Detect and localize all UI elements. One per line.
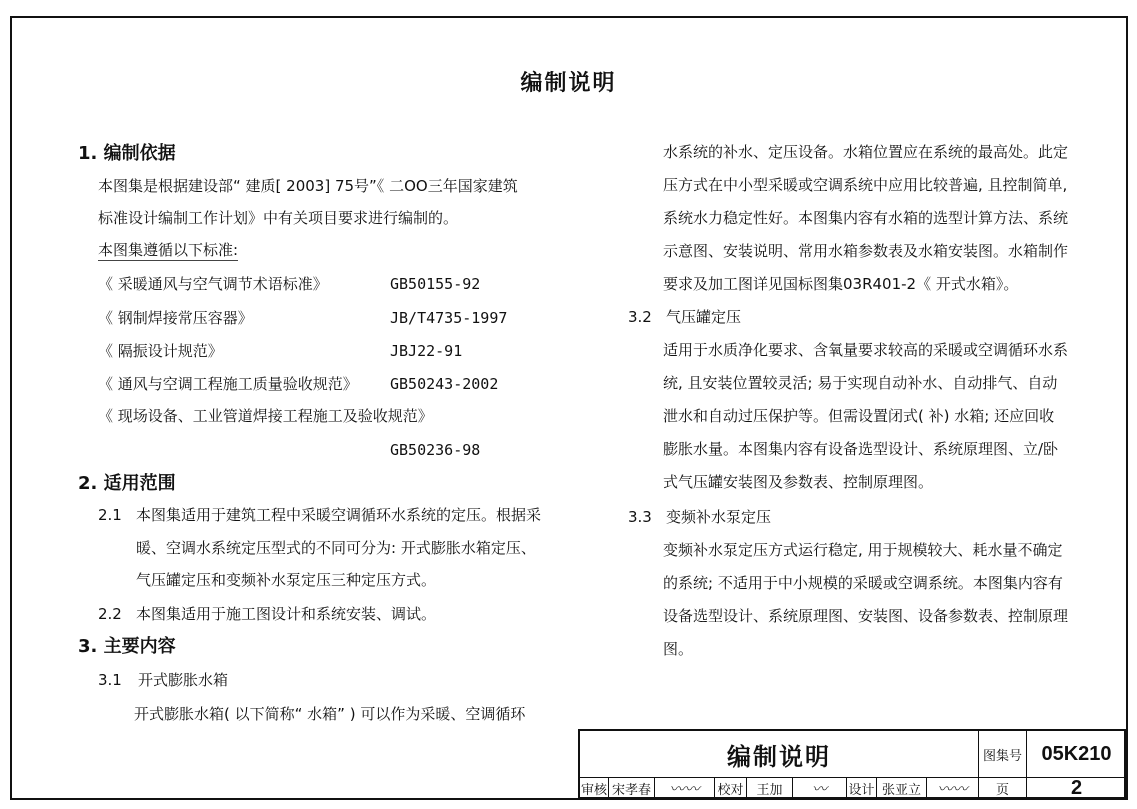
section-3-heading: 3. 主要内容 <box>78 636 176 657</box>
standard-name: 《 隔振设计规范》 <box>98 342 223 360</box>
standard-name: 《 钢制焊接常压容器》 <box>98 309 253 327</box>
design-label: 设计 <box>846 777 876 799</box>
section-1-heading: 1. 编制依据 <box>78 143 176 164</box>
s3-2-line: 泄水和自动过压保护等。但需设置闭式( 补) 水箱; 还应回收 <box>663 407 1055 425</box>
title-block-bottom-row <box>580 777 1124 799</box>
s3-3-line: 图。 <box>663 640 694 658</box>
atlas-number: 05K210 <box>1026 731 1126 777</box>
s3-3-line: 设备选型设计、系统原理图、安装图、设备参数表、控制原理 <box>663 607 1069 625</box>
s2-1-line: 本图集适用于建筑工程中采暖空调循环水系统的定压。根据采 <box>136 506 542 524</box>
s2-2-line: 本图集适用于施工图设计和系统安装、调试。 <box>136 605 437 623</box>
s3-1-line: 开式膨胀水箱( 以下简称“ 水箱” ) 可以作为采暖、空调循环 <box>134 705 526 723</box>
item-number: 3.3 <box>628 508 652 526</box>
s3-3-title: 变频补水泵定压 <box>666 508 772 526</box>
s3-2-line: 膨胀水量。本图集内容有设备选型设计、系统原理图、立/卧 <box>663 440 1059 458</box>
s1-paragraph-line: 标准设计编制工作计划》中有关项目要求进行编制的。 <box>98 209 459 227</box>
s3-1-title: 开式膨胀水箱 <box>138 671 229 689</box>
page-title: 编制说明 <box>520 71 617 96</box>
item-number: 3.2 <box>628 308 652 326</box>
title-block <box>578 729 1126 799</box>
standard-code: JBJ22-91 <box>390 342 463 360</box>
s3-3-line: 的系统; 不适用于中小规模的采暖或空调系统。本图集内容有 <box>663 574 1063 592</box>
standard-code: GB50155-92 <box>390 275 481 293</box>
item-number: 2.1 <box>98 506 122 524</box>
s3-2-line: 统, 且安装位置较灵活; 易于实现自动补水、自动排气、自动 <box>663 374 1058 392</box>
s3-1-cont-line: 压方式在中小型采暖或空调系统中应用比较普遍, 且控制简单, <box>663 176 1068 194</box>
standards-intro: 本图集遵循以下标准: <box>98 241 239 259</box>
section-2-heading: 2. 适用范围 <box>78 473 176 494</box>
design-signature: 〰〰 <box>926 777 978 799</box>
review-signature: 〰〰 <box>654 777 714 799</box>
s3-2-title: 气压罐定压 <box>666 308 742 326</box>
check-label: 校对 <box>714 777 746 799</box>
s2-1-line: 气压罐定压和变频补水泵定压三种定压方式。 <box>136 571 437 589</box>
s3-1-cont-line: 水系统的补水、定压设备。水箱位置应在系统的最高处。此定 <box>663 143 1069 161</box>
standard-code: GB50243-2002 <box>390 375 499 393</box>
item-number: 2.2 <box>98 605 122 623</box>
s3-3-line: 变频补水泵定压方式运行稳定, 用于规模较大、耗水量不确定 <box>663 541 1063 559</box>
review-name: 宋孝春 <box>608 777 654 799</box>
s3-2-line: 式气压罐安装图及参数表、控制原理图。 <box>663 473 934 491</box>
standard-name: 《 通风与空调工程施工质量验收规范》 <box>98 375 358 393</box>
check-name: 王加 <box>746 777 792 799</box>
standard-code: JB/T4735-1997 <box>390 309 508 327</box>
s3-2-line: 适用于水质净化要求、含氧量要求较高的采暖或空调循环水系 <box>663 341 1069 359</box>
s3-1-cont-line: 示意图、安装说明、常用水箱参数表及水箱安装图。水箱制作 <box>663 242 1069 260</box>
standard-name: 《 采暖通风与空气调节术语标准》 <box>98 275 328 293</box>
standard-code: GB50236-98 <box>390 441 481 459</box>
item-number: 3.1 <box>98 671 122 689</box>
check-signature: 〰 <box>792 777 846 799</box>
atlas-label: 图集号 <box>978 731 1026 777</box>
title-block-top-row <box>580 731 1124 778</box>
title-block-title: 编制说明 <box>727 742 831 771</box>
standard-name: 《 现场设备、工业管道焊接工程施工及验收规范》 <box>98 407 433 425</box>
page-number: 2 <box>1026 777 1126 799</box>
s3-1-cont-line: 系统水力稳定性好。本图集内容有水箱的选型计算方法、系统 <box>663 209 1069 227</box>
page-label: 页 <box>978 777 1026 799</box>
review-label: 审核 <box>580 782 607 798</box>
s3-1-cont-line: 要求及加工图详见国标图集03R401-2《 开式水箱》。 <box>663 275 1019 293</box>
s2-1-line: 暖、空调水系统定压型式的不同可分为: 开式膨胀水箱定压、 <box>136 539 536 557</box>
s1-paragraph-line: 本图集是根据建设部“ 建质[ 2003] 75号”《 二OO三年国家建筑 <box>98 177 518 195</box>
design-name: 张亚立 <box>876 777 926 799</box>
